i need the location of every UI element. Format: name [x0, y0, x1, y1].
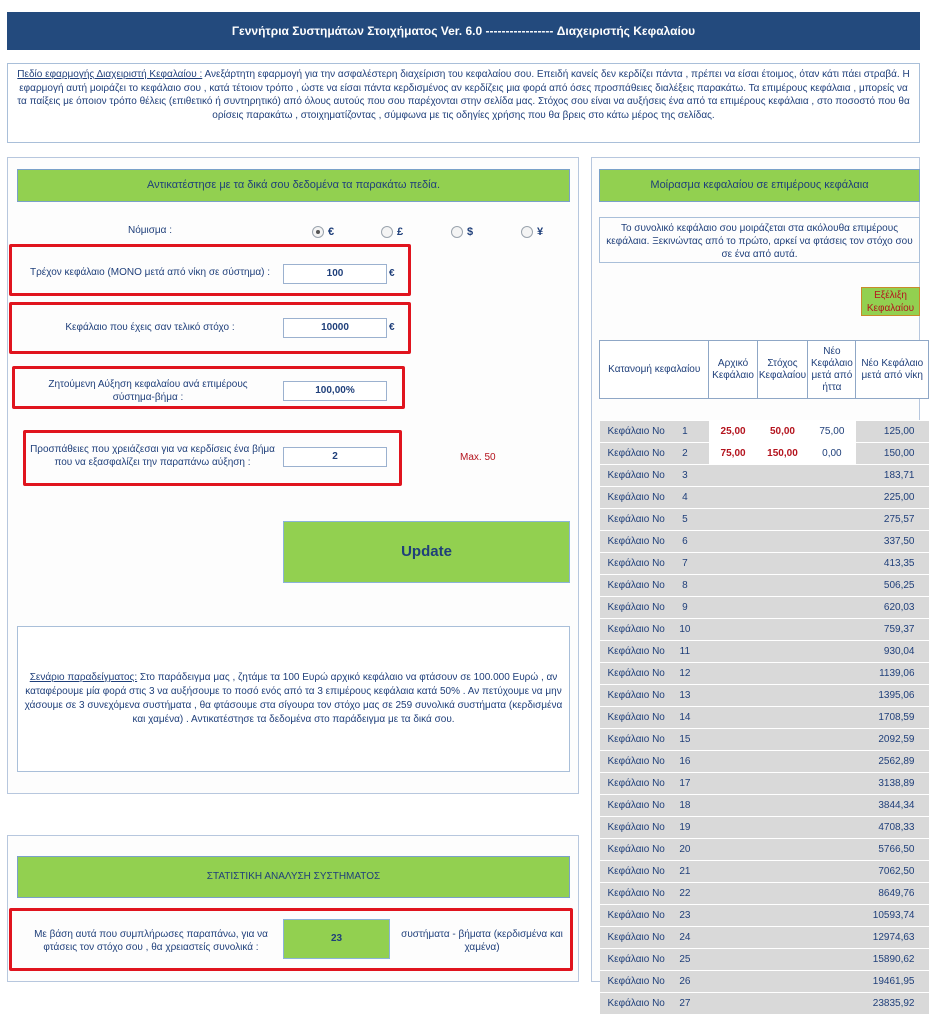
row-win: 1139,06	[856, 663, 929, 685]
radio-dollar[interactable]	[451, 226, 463, 238]
row-number: 21	[679, 866, 691, 877]
row-loss	[808, 993, 856, 1015]
row-name-label: Κεφάλαιο Νο	[607, 976, 665, 987]
row-loss	[808, 817, 856, 839]
row-win: 1708,59	[856, 707, 929, 729]
split-description: Το συνολικό κεφάλαιο σου μοιράζεται στα ακόλουθα επιμέρους κεφάλαια. Ξεκινώντας από το πρώτο, αρκεί να φτάσεις τον στόχο σου σε ένα από αυτά.	[599, 217, 920, 263]
row-target	[757, 729, 808, 751]
statistics-label: Με βάση αυτά που συμπλήρωσες παραπάνω, για να φτάσεις τον στόχο σου , θα χρειαστείς συνολικά :	[34, 929, 268, 953]
row-target	[757, 619, 808, 641]
row-win: 15890,62	[856, 949, 929, 971]
row-win: 2092,59	[856, 729, 929, 751]
row-name	[600, 553, 709, 575]
currency-option-pound[interactable]	[381, 223, 421, 241]
table-row	[600, 509, 929, 531]
table-row	[600, 685, 929, 707]
row-name-label: Κεφάλαιο Νο	[607, 690, 665, 701]
row-win: 10593,74	[856, 905, 929, 927]
row-name	[600, 883, 709, 905]
row-target	[757, 861, 808, 883]
split-table-body	[600, 421, 929, 1015]
capital-split-table	[599, 340, 929, 1015]
currency-dollar-label: $	[467, 225, 474, 238]
table-row	[600, 531, 929, 553]
row-loss	[808, 663, 856, 685]
row-win: 620,03	[856, 597, 929, 619]
row-name	[600, 839, 709, 861]
row-number: 19	[679, 822, 691, 833]
row-loss	[808, 905, 856, 927]
col-initial: Αρχικό Κεφάλαιο	[709, 341, 757, 399]
intro-text: Ανεξάρτητη εφαρμογή για την ασφαλέστερη διαχείριση του κεφαλαίου σου. Επειδή κανείς δεν κερδίζει πάντα , πρέπει να είσαι έτοιμος, όταν κάτι πάει στραβά. Η εφαρμογή αυτή μοιράζει το κεφάλαιο σου , κατά τέτοιον τρόπο , ώστε να είσαι πάντα κερδισμένος αν κερδίζεις μια φορά από όσες προσπάθειες διαλέξεις παρακάτω. Τα επιμέρους κεφάλαια , μπορείς να τα παίξεις με όποιον τρόπο θέλεις (επιθετικό ή συντηρητικό) από όλους αυτούς που σου παρέχονται στην σελίδα μας. Στόχος σου είναι να αυξήσεις ένα από τα επιμέρους κεφάλαια , στο ποσοστό που θα ορίσεις παρακάτω , στοιχηματίζοντας , σύμφωνα με τις οδηγίες χρήσης που θα βρεις στο κάτω μέρος της σελίδας.	[17, 69, 910, 121]
row-name-label: Κεφάλαιο Νο	[607, 800, 665, 811]
row-loss	[808, 575, 856, 597]
row-win: 759,37	[856, 619, 929, 641]
row-name	[600, 817, 709, 839]
scenario-label: Σενάριο παραδείγματος:	[29, 672, 138, 683]
row-loss	[808, 861, 856, 883]
row-win: 1395,06	[856, 685, 929, 707]
row-number: 14	[679, 712, 691, 723]
target-capital-unit: €	[389, 322, 395, 333]
row-name-label: Κεφάλαιο Νο	[607, 514, 665, 525]
row-loss	[808, 839, 856, 861]
row-name	[600, 575, 709, 597]
row-number: 1	[682, 426, 688, 437]
table-row	[600, 487, 929, 509]
row-initial: 75,00	[709, 443, 757, 465]
row-target	[757, 509, 808, 531]
row-number: 10	[679, 624, 691, 635]
current-capital-label: Τρέχον κεφάλαιο (ΜΟΝΟ μετά από νίκη σε σύστημα) :	[29, 267, 271, 278]
row-name-label: Κεφάλαιο Νο	[607, 558, 665, 569]
row-target	[757, 751, 808, 773]
row-target	[757, 487, 808, 509]
row-loss	[808, 553, 856, 575]
row-name	[600, 421, 709, 443]
row-name-label: Κεφάλαιο Νο	[607, 734, 665, 745]
table-row	[600, 927, 929, 949]
row-initial	[709, 751, 757, 773]
row-initial	[709, 465, 757, 487]
row-name	[600, 597, 709, 619]
row-target	[757, 949, 808, 971]
row-name	[600, 619, 709, 641]
row-number: 8	[682, 580, 688, 591]
row-number: 11	[679, 646, 691, 657]
row-name	[600, 509, 709, 531]
row-initial	[709, 795, 757, 817]
row-win: 413,35	[856, 553, 929, 575]
row-loss	[808, 729, 856, 751]
row-initial	[709, 663, 757, 685]
row-target	[757, 465, 808, 487]
row-win: 12974,63	[856, 927, 929, 949]
row-loss	[808, 487, 856, 509]
attempts-max-hint: Max. 50	[460, 452, 496, 463]
row-win: 125,00	[856, 421, 929, 443]
row-name-label: Κεφάλαιο Νο	[607, 998, 665, 1009]
row-win: 7062,50	[856, 861, 929, 883]
row-name	[600, 773, 709, 795]
row-name-label: Κεφάλαιο Νο	[607, 426, 665, 437]
row-loss	[808, 685, 856, 707]
table-row	[600, 663, 929, 685]
row-number: 5	[682, 514, 688, 525]
split-table-wrap	[599, 340, 924, 1009]
row-target	[757, 905, 808, 927]
row-initial	[709, 619, 757, 641]
row-target	[757, 685, 808, 707]
row-target	[757, 773, 808, 795]
row-target	[757, 553, 808, 575]
radio-pound[interactable]	[381, 226, 393, 238]
row-name-label: Κεφάλαιο Νο	[607, 668, 665, 679]
table-row	[600, 993, 929, 1015]
row-initial	[709, 883, 757, 905]
row-target	[757, 663, 808, 685]
row-name	[600, 443, 709, 465]
radio-yen[interactable]	[521, 226, 533, 238]
table-row	[600, 773, 929, 795]
target-capital-input[interactable]: 10000	[283, 318, 387, 338]
table-row	[600, 883, 929, 905]
row-initial	[709, 773, 757, 795]
currency-option-euro[interactable]	[312, 223, 352, 241]
row-win: 337,50	[856, 531, 929, 553]
table-row	[600, 971, 929, 993]
capital-evolution-button[interactable]: Εξέλιξη Κεφαλαίου	[861, 287, 920, 316]
row-name-label: Κεφάλαιο Νο	[607, 602, 665, 613]
row-initial	[709, 575, 757, 597]
statistics-result: 23	[283, 919, 390, 959]
table-row	[600, 795, 929, 817]
row-name	[600, 531, 709, 553]
row-initial	[709, 685, 757, 707]
row-name	[600, 905, 709, 927]
row-win: 275,57	[856, 509, 929, 531]
table-row	[600, 949, 929, 971]
row-name-label: Κεφάλαιο Νο	[607, 888, 665, 899]
row-name	[600, 663, 709, 685]
current-capital-input[interactable]: 100	[283, 264, 387, 284]
table-row	[600, 839, 929, 861]
row-name-label: Κεφάλαιο Νο	[607, 646, 665, 657]
row-win: 23835,92	[856, 993, 929, 1015]
row-win: 19461,95	[856, 971, 929, 993]
row-name-label: Κεφάλαιο Νο	[607, 536, 665, 547]
currency-option-dollar[interactable]	[451, 223, 491, 241]
table-row	[600, 751, 929, 773]
row-initial	[709, 927, 757, 949]
row-win: 150,00	[856, 443, 929, 465]
table-row	[600, 619, 929, 641]
row-target	[757, 971, 808, 993]
row-number: 20	[679, 844, 691, 855]
row-name	[600, 949, 709, 971]
row-win: 5766,50	[856, 839, 929, 861]
currency-yen-label: ¥	[537, 225, 544, 238]
row-target	[757, 927, 808, 949]
row-target: 150,00	[757, 443, 808, 465]
growth-label: Ζητούμενη Αύξηση κεφαλαίου ανά επιμέρους σύστημα-βήμα :	[48, 379, 248, 403]
currency-euro-label: €	[328, 225, 335, 238]
col-after-win: Νέο Κεφάλαιο μετά από νίκη	[856, 341, 929, 399]
row-name-label: Κεφάλαιο Νο	[607, 492, 665, 503]
row-name-label: Κεφάλαιο Νο	[607, 470, 665, 481]
table-row	[600, 575, 929, 597]
target-capital-label: Κεφάλαιο που έχεις σαν τελικό στόχο :	[65, 322, 235, 333]
row-target	[757, 883, 808, 905]
row-name-label: Κεφάλαιο Νο	[607, 756, 665, 767]
scenario-text: Στο παράδειγμα μας , ζητάμε τα 100 Ευρώ αρχικό κεφάλαιο να φτάσουν σε 100.000 Ευρώ , αν καταφέρουμε μία φορά στις 3 να αυξήσουμε το ποσό ενός από τα 3 επιμέρους κεφάλαια κατά 50% . Αν πετύχουμε να μην χάσουμε σε 3 συνεχόμενα συστήματα , θα φτάσουμε στα σίγουρα τον στόχο μας σε 259 συνολικά συστήματα (κερδισμένα και χαμένα) . Αντικατέστησε τα δεδομένα στο παράδειγμα με τα δικά σου.	[24, 672, 563, 725]
row-loss	[808, 707, 856, 729]
row-number: 16	[679, 756, 691, 767]
current-capital-unit: €	[389, 268, 395, 279]
row-initial	[709, 729, 757, 751]
table-row	[600, 641, 929, 663]
row-win: 2562,89	[856, 751, 929, 773]
row-loss: 75,00	[808, 421, 856, 443]
table-row	[600, 597, 929, 619]
table-row	[600, 729, 929, 751]
row-initial	[709, 861, 757, 883]
row-number: 2	[682, 448, 688, 459]
row-name	[600, 729, 709, 751]
attempts-input[interactable]: 2	[283, 447, 387, 467]
row-target	[757, 707, 808, 729]
row-target	[757, 795, 808, 817]
row-loss	[808, 751, 856, 773]
row-initial	[709, 817, 757, 839]
growth-input[interactable]: 100,00%	[283, 381, 387, 401]
row-number: 7	[682, 558, 688, 569]
row-win: 3138,89	[856, 773, 929, 795]
row-number: 22	[679, 888, 691, 899]
row-win: 225,00	[856, 487, 929, 509]
row-loss	[808, 531, 856, 553]
row-number: 3	[682, 470, 688, 481]
row-win: 8649,76	[856, 883, 929, 905]
row-name-label: Κεφάλαιο Νο	[607, 448, 665, 459]
table-row	[600, 553, 929, 575]
row-name	[600, 685, 709, 707]
row-loss	[808, 597, 856, 619]
currency-pound-label: £	[397, 225, 404, 238]
row-name	[600, 465, 709, 487]
col-target: Στόχος Κεφαλαίου	[757, 341, 808, 399]
col-allocation: Κατανομή κεφαλαίου	[600, 341, 709, 399]
row-number: 4	[682, 492, 688, 503]
currency-label: Νόμισμα :	[127, 225, 173, 236]
row-initial: 25,00	[709, 421, 757, 443]
row-number: 25	[679, 954, 691, 965]
col-after-loss: Νέο Κεφάλαιο μετά από ήττα	[808, 341, 856, 399]
row-name	[600, 795, 709, 817]
row-loss	[808, 927, 856, 949]
row-number: 13	[679, 690, 691, 701]
row-loss	[808, 509, 856, 531]
row-number: 23	[679, 910, 691, 921]
row-initial	[709, 509, 757, 531]
row-number: 12	[679, 668, 691, 679]
row-name-label: Κεφάλαιο Νο	[607, 910, 665, 921]
row-name	[600, 641, 709, 663]
row-number: 17	[679, 778, 691, 789]
row-name-label: Κεφάλαιο Νο	[607, 954, 665, 965]
row-initial	[709, 839, 757, 861]
currency-option-yen[interactable]	[521, 223, 561, 241]
row-initial	[709, 905, 757, 927]
row-loss	[808, 883, 856, 905]
table-row	[600, 421, 929, 443]
row-initial	[709, 707, 757, 729]
row-target	[757, 817, 808, 839]
row-number: 27	[679, 998, 691, 1009]
row-number: 6	[682, 536, 688, 547]
table-row	[600, 443, 929, 465]
row-number: 15	[679, 734, 691, 745]
row-number: 26	[679, 976, 691, 987]
row-name-label: Κεφάλαιο Νο	[607, 778, 665, 789]
row-initial	[709, 597, 757, 619]
row-name	[600, 751, 709, 773]
example-scenario	[17, 626, 570, 772]
row-target	[757, 993, 808, 1015]
row-number: 18	[679, 800, 691, 811]
row-name-label: Κεφάλαιο Νο	[607, 822, 665, 833]
app-title: Γεννήτρια Συστημάτων Στοιχήματος Ver. 6.0 ----------------- Διαχειριστής Κεφαλαίου	[7, 12, 920, 50]
row-loss	[808, 465, 856, 487]
row-loss	[808, 949, 856, 971]
row-name-label: Κεφάλαιο Νο	[607, 866, 665, 877]
row-loss	[808, 795, 856, 817]
row-initial	[709, 993, 757, 1015]
row-win: 3844,34	[856, 795, 929, 817]
statistics-header: ΣΤΑΤΙΣΤΙΚΗ ΑΝΑΛΥΣΗ ΣΥΣΤΗΜΑΤΟΣ	[17, 856, 570, 898]
input-panel-header: Αντικατέστησε με τα δικά σου δεδομένα τα παρακάτω πεδία.	[17, 169, 570, 202]
row-initial	[709, 949, 757, 971]
row-name	[600, 487, 709, 509]
table-row	[600, 905, 929, 927]
row-initial	[709, 641, 757, 663]
row-target: 50,00	[757, 421, 808, 443]
row-name-label: Κεφάλαιο Νο	[607, 624, 665, 635]
row-target	[757, 597, 808, 619]
row-target	[757, 641, 808, 663]
row-initial	[709, 487, 757, 509]
row-loss	[808, 773, 856, 795]
table-row	[600, 861, 929, 883]
row-loss	[808, 641, 856, 663]
row-target	[757, 839, 808, 861]
row-loss: 0,00	[808, 443, 856, 465]
row-win: 4708,33	[856, 817, 929, 839]
row-win: 930,04	[856, 641, 929, 663]
row-win: 506,25	[856, 575, 929, 597]
row-loss	[808, 971, 856, 993]
radio-euro[interactable]	[312, 226, 324, 238]
row-name-label: Κεφάλαιο Νο	[607, 932, 665, 943]
row-name-label: Κεφάλαιο Νο	[607, 712, 665, 723]
row-target	[757, 575, 808, 597]
row-number: 24	[679, 932, 691, 943]
row-name-label: Κεφάλαιο Νο	[607, 844, 665, 855]
intro-description	[7, 63, 920, 143]
row-initial	[709, 971, 757, 993]
row-win: 183,71	[856, 465, 929, 487]
row-name	[600, 993, 709, 1015]
split-header: Μοίρασμα κεφαλαίου σε επιμέρους κεφάλαια	[599, 169, 920, 202]
row-name	[600, 707, 709, 729]
row-name	[600, 927, 709, 949]
table-row	[600, 817, 929, 839]
statistics-suffix: συστήματα - βήματα (κερδισμένα και χαμένα)	[401, 929, 563, 953]
table-row	[600, 707, 929, 729]
row-name-label: Κεφάλαιο Νο	[607, 580, 665, 591]
table-row	[600, 465, 929, 487]
row-target	[757, 531, 808, 553]
row-initial	[709, 531, 757, 553]
attempts-label: Προσπάθειες που χρειάζεσαι για να κερδίσεις ένα βήμα που να εξασφαλίζει την παραπάνω αύξηση :	[30, 444, 275, 468]
row-number: 9	[682, 602, 688, 613]
intro-label: Πεδίο εφαρμογής Διαχειριστή Κεφαλαίου :	[17, 69, 203, 80]
update-button[interactable]: Update	[283, 521, 570, 583]
row-initial	[709, 553, 757, 575]
row-name	[600, 861, 709, 883]
row-loss	[808, 619, 856, 641]
row-name	[600, 971, 709, 993]
